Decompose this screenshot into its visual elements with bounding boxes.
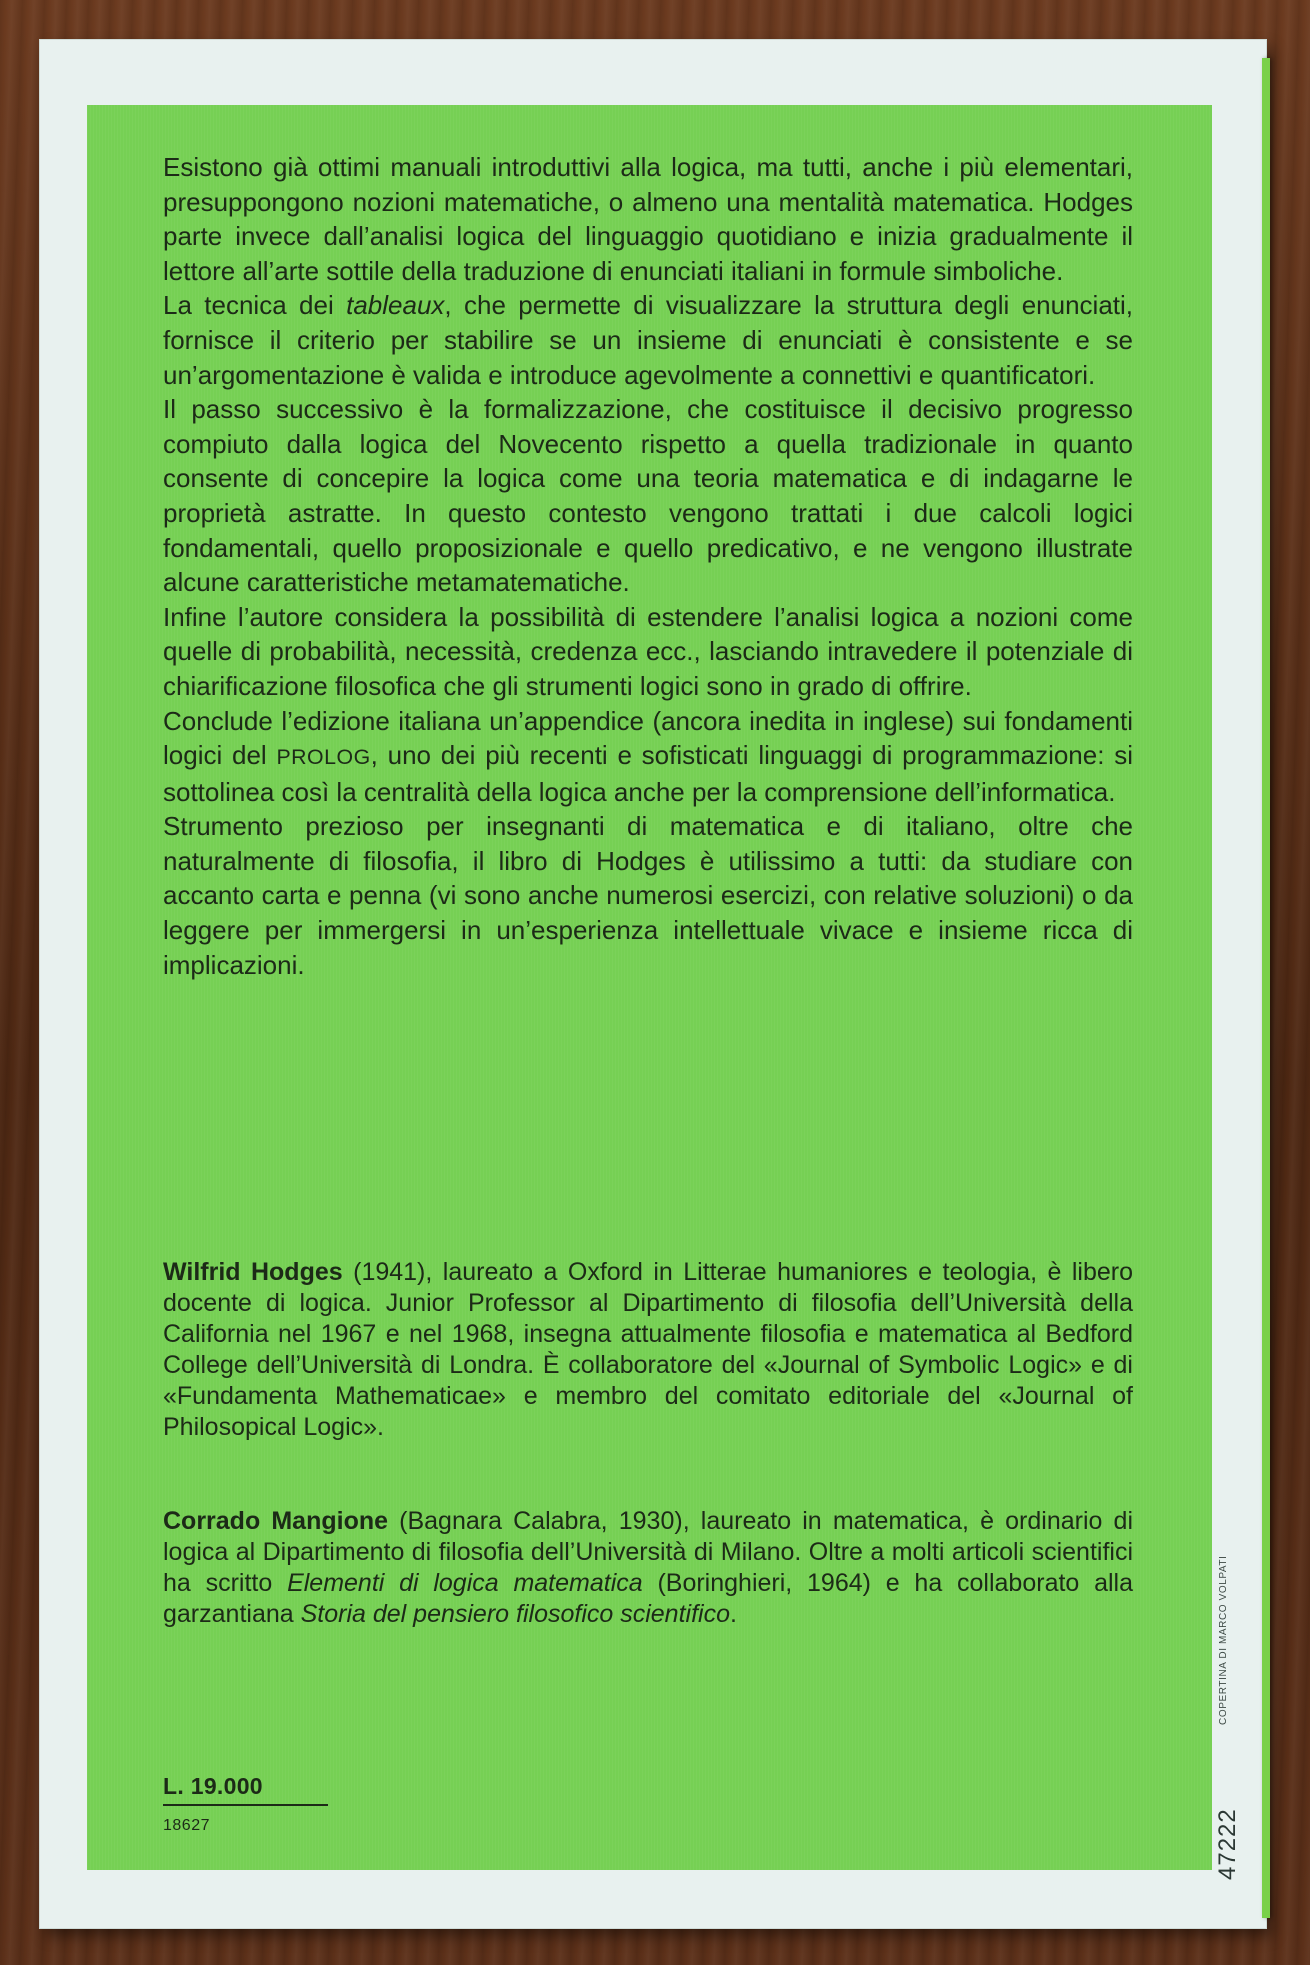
description-paragraph-5: Conclude l’edizione italiana un’appendice (ancora inedita in inglese) sui fondamenti logici del PROLOG, uno dei più recenti e sofisticati linguaggi di programmazione: si sottolinea così la centralità della logica anche per la comprensione dell’informatica.: [163, 705, 1133, 807]
book-title-storia: Storia del pensiero filosofico scientifico: [300, 1600, 730, 1628]
tableaux-term: tableaux: [346, 290, 445, 321]
description-paragraph-4: Infine l’autore considera la possibilità di estendere l’analisi logica a nozioni come quelle di probabilità, necessità, credenza ecc., lasciando intravedere il potenziale di chiarificazione filosofica che gli strumenti logici sono in grado di offrire.: [163, 601, 1133, 701]
price-label: L. 19.000: [163, 1773, 328, 1806]
translator-bio-mangione: Corrado Mangione (Bagnara Calabra, 1930), laureato in matematica, è ordinario di logica al Dipartimento di filosofia dell’Università di Milano. Oltre a molti articoli scientifici ha scritto Elementi di logica matematica (Boringhieri, 1964) e ha collaborato alla garzantiana Storia del pensiero filosofico scientifico.: [163, 1507, 1134, 1628]
author-name-mangione: Corrado Mangione: [163, 1507, 389, 1535]
spine-number: 47222: [1214, 1808, 1241, 1880]
book-spine-edge: [1262, 58, 1270, 1918]
prolog-term: PROLOG: [276, 745, 371, 770]
book-title-elementi: Elementi di logica matematica: [287, 1569, 643, 1597]
catalog-code: 18627: [163, 1817, 210, 1834]
author-name-hodges: Wilfrid Hodges: [163, 1258, 343, 1286]
description-text: [163, 150, 1133, 982]
description-paragraph-3: Il passo successivo è la formalizzazione, che costituisce il decisivo progresso compiuto dalla logica del Novecento rispetto a quella tradizionale in quanto consente di concepire la logica come una teoria matematica e di indagarne le proprietà astratte. In questo contesto vengono trattati i due calcoli logici fondamentali, quello proposizionale e quello predicativo, e ne vengono illustrate alcune caratteristiche metamatematiche.: [163, 394, 1133, 598]
description-paragraph-1: Esistono già ottimi manuali introduttivi alla logica, ma tutti, anche i più elementari, presuppongono nozioni matematiche, o almeno una mentalità matematica. Hodges parte invece dall’analisi logica del linguaggio quotidiano e inizia gradualmente il lettore all’arte sottile della traduzione di enunciati italiani in formule simboliche.: [163, 152, 1133, 286]
author-bio-hodges: Wilfrid Hodges (1941), laureato a Oxford in Litterae humaniores e teologia, è libero docente di logica. Junior Professor al Dipartimento di filosofia dell’Università della California nel 1967 e nel 1968, insegna attualmente filosofia e matematica al Bedford College dell’Università di Londra. È collaboratore del «Journal of Symbolic Logic» e di «Fundamenta Mathematicae» e membro del comitato editoriale del «Journal of Philosopical Logic».: [163, 1258, 1133, 1441]
description-paragraph-2: La tecnica dei tableaux, che permette di visualizzare la struttura degli enunciati, fornisce il criterio per stabilire se un insieme di enunciati è consistente e se un’argomentazione è valida e introduce agevolmente a connettivi e quantificatori.: [163, 290, 1134, 390]
description-paragraph-6: Strumento prezioso per insegnanti di matematica e di italiano, oltre che naturalmente di filosofia, il libro di Hodges è utilissimo a tutti: da studiare con accanto carta e penna (vi sono anche numerosi esercizi, con relative soluzioni) o da leggere per immergersi in un’esperienza intellettuale vivace e insieme ricca di implicazioni.: [163, 811, 1133, 980]
cover-credit: COPERTINA DI MARCO VOLPATI: [1218, 1555, 1229, 1725]
